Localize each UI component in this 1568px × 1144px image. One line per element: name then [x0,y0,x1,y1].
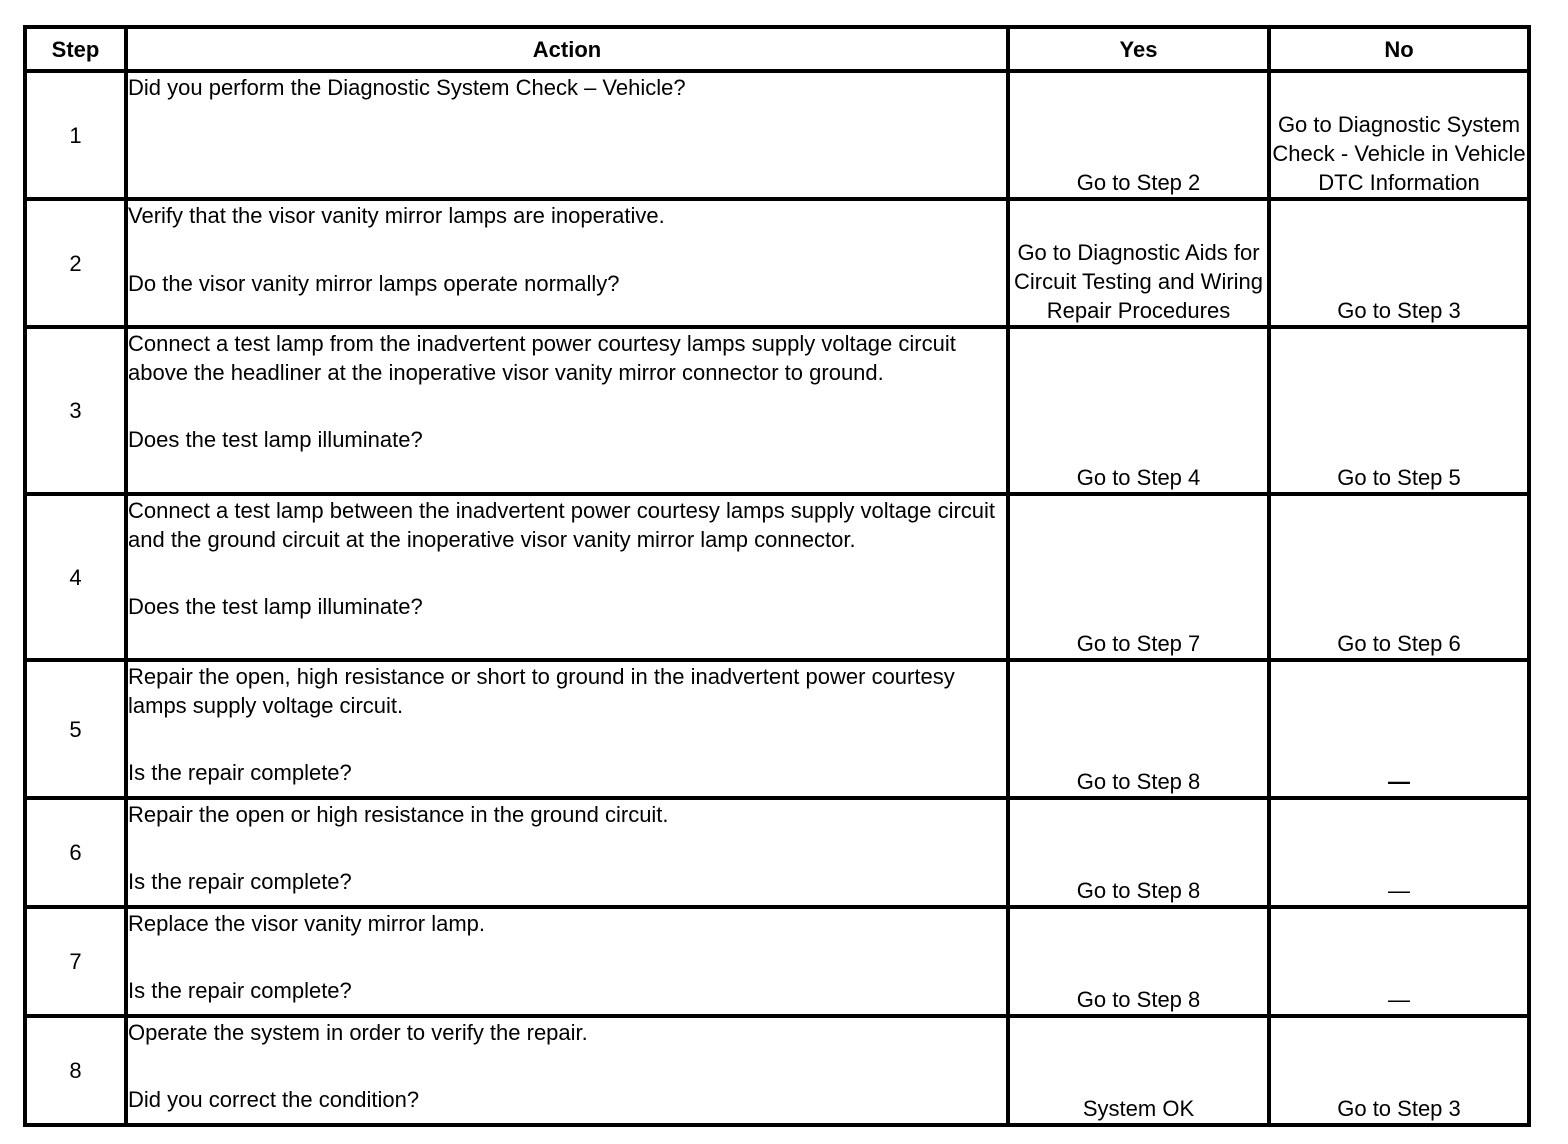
header-yes: Yes [1008,27,1269,71]
action-cell [126,71,1008,199]
step-number: 4 [25,494,126,660]
action-cell [126,199,1008,327]
yes-cell: Go to Step 4 [1008,327,1269,494]
action-text: Repair the open, high resistance or short to ground in the inadvertent power courtesy lamps supply voltage circuit. [128,664,955,718]
action-question: Is the repair complete? [128,978,352,1003]
table-row [25,71,1529,199]
diagnostic-table [23,25,1531,1127]
action-cell [126,327,1008,494]
action-cell [126,798,1008,907]
action-cell [126,660,1008,798]
header-action: Action [126,27,1008,71]
step-number: 6 [25,798,126,907]
action-text: Verify that the visor vanity mirror lamps are inoperative. [128,203,665,228]
action-question: Is the repair complete? [128,869,352,894]
no-cell: Go to Diagnostic System Check - Vehicle in Vehicle DTC Information [1269,71,1529,199]
table-row [25,798,1529,907]
no-cell [1269,798,1529,907]
step-number: 8 [25,1016,126,1125]
yes-cell: Go to Step 7 [1008,494,1269,660]
not-applicable-dash: — [1388,878,1410,903]
table-row [25,660,1529,798]
yes-cell: Go to Step 8 [1008,798,1269,907]
no-cell [1269,907,1529,1016]
table-row [25,907,1529,1016]
no-cell: Go to Step 5 [1269,327,1529,494]
table-row [25,494,1529,660]
header-step: Step [25,27,126,71]
no-cell: Go to Step 6 [1269,494,1529,660]
step-number: 2 [25,199,126,327]
action-text: Repair the open or high resistance in the ground circuit. [128,802,669,827]
step-number: 1 [25,71,126,199]
action-text: Connect a test lamp from the inadvertent power courtesy lamps supply voltage circuit above the headliner at the inoperative visor vanity mirror connector to ground. [128,331,956,385]
table-row [25,199,1529,327]
no-cell: Go to Step 3 [1269,199,1529,327]
not-applicable-dash: — [1388,987,1410,1012]
table-row [25,327,1529,494]
action-question: Does the test lamp illuminate? [128,594,423,619]
step-number: 7 [25,907,126,1016]
not-applicable-dash: — [1388,769,1410,794]
action-text: Replace the visor vanity mirror lamp. [128,911,486,936]
yes-cell: System OK [1008,1016,1269,1125]
table-row [25,1016,1529,1125]
step-number: 3 [25,327,126,494]
action-text: Operate the system in order to verify the repair. [128,1020,588,1045]
no-cell [1269,660,1529,798]
action-cell [126,907,1008,1016]
header-no: No [1269,27,1529,71]
action-cell [126,494,1008,660]
yes-cell: Go to Step 8 [1008,907,1269,1016]
action-text: Did you perform the Diagnostic System Check – Vehicle? [128,75,686,100]
yes-cell: Go to Step 8 [1008,660,1269,798]
action-cell [126,1016,1008,1125]
action-question: Did you correct the condition? [128,1087,420,1112]
no-cell: Go to Step 3 [1269,1016,1529,1125]
yes-cell: Go to Step 2 [1008,71,1269,199]
action-question: Do the visor vanity mirror lamps operate normally? [128,271,620,296]
step-number: 5 [25,660,126,798]
action-question: Does the test lamp illuminate? [128,427,423,452]
action-question: Is the repair complete? [128,760,352,785]
yes-cell: Go to Diagnostic Aids for Circuit Testing and Wiring Repair Procedures [1008,199,1269,327]
header-row [25,27,1529,71]
action-text: Connect a test lamp between the inadvertent power courtesy lamps supply voltage circuit and the ground circuit at the inoperative visor vanity mirror lamp connector. [128,498,996,552]
